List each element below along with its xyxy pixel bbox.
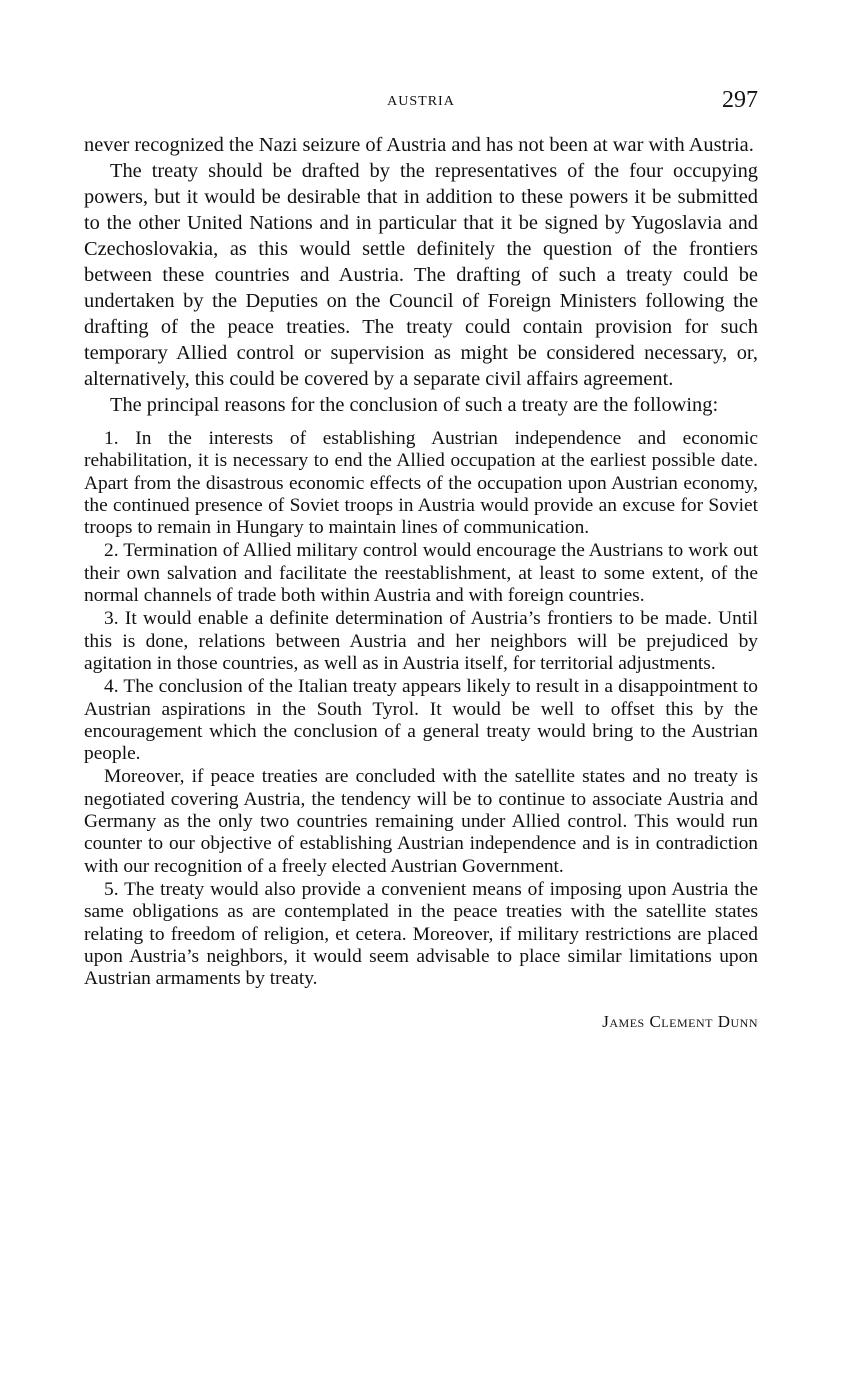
document-page [84,86,758,1032]
signature: James Clement Dunn [602,1012,758,1032]
reason-item-4-continued: Moreover, if peace treaties are concluded with the satellite states and no treaty is negotiated covering Austria, the tendency will be to continue to associate Austria and Germany as the only two countries remaining under Allied control. This would run counter to our objective of establishing Austrian independence and is in contradiction with our recognition of a freely elected Austrian Government. [84,766,758,877]
paragraph-treaty-drafting: The treaty should be drafted by the representatives of the four occupying powers, but it would be desirable that in addition to these powers it be submitted to the other United Nations and in particular that it be signed by Yugoslavia and Czechoslovakia, as this would settle definitely the question of the frontiers between these countries and Austria. The drafting of such a treaty could be undertaken by the Deputies on the Council of Foreign Ministers following the drafting of the peace treaties. The treaty could contain provision for such temporary Allied control or supervision as might be considered necessary, or, alternatively, this could be covered by a separate civil affairs agreement. [84,160,758,390]
reason-item-5: 5. The treaty would also provide a convenient means of imposing upon Austria the same obligations as are contemplated in the peace treaties with the satellite states relating to freedom of religion, et cetera. Moreover, if military restrictions are placed upon Austria’s neighbors, it would seem advisable to place similar limitations upon Austrian armaments by treaty. [84,878,758,990]
reason-item-4: 4. The conclusion of the Italian treaty appears likely to result in a disappointment to Austrian aspirations in the South Tyrol. It would be well to offset this by the encouragement which the conclusion of a general treaty would bring to the Austrian people. [84,676,758,765]
paragraph-principal-reasons: The principal reasons for the conclusion of such a treaty are the following: [110,394,719,416]
body-text [84,132,758,418]
paragraph-continuation: never recognized the Nazi seizure of Austria and has not been at war with Austria. [84,134,754,156]
page-number: 297 [722,87,758,113]
reason-item-1: 1. In the interests of establishing Austrian independence and economic rehabilitation, it is necessary to end the Allied occupation at the earliest possible date. Apart from the disastrous economic effects of the occupation upon Austrian economy, the continued presence of Soviet troops in Austria would provide an excuse for Soviet troops to remain in Hungary to maintain lines of communication. [84,428,758,539]
reasons-list [84,428,758,990]
reason-item-3: 3. It would enable a definite determination of Austria’s frontiers to be made. Until this is done, relations between Austria and her neighbors will be prejudiced by agitation in those countries, as well as in Austria itself, for territorial adjustments. [84,608,758,674]
running-head [84,86,758,116]
running-title: AUSTRIA [387,94,455,109]
reason-item-2: 2. Termination of Allied military control would encourage the Austrians to work out their own salvation and facilitate the reestablishment, at least to some extent, of the normal channels of trade both within Austria and with foreign countries. [84,540,758,607]
